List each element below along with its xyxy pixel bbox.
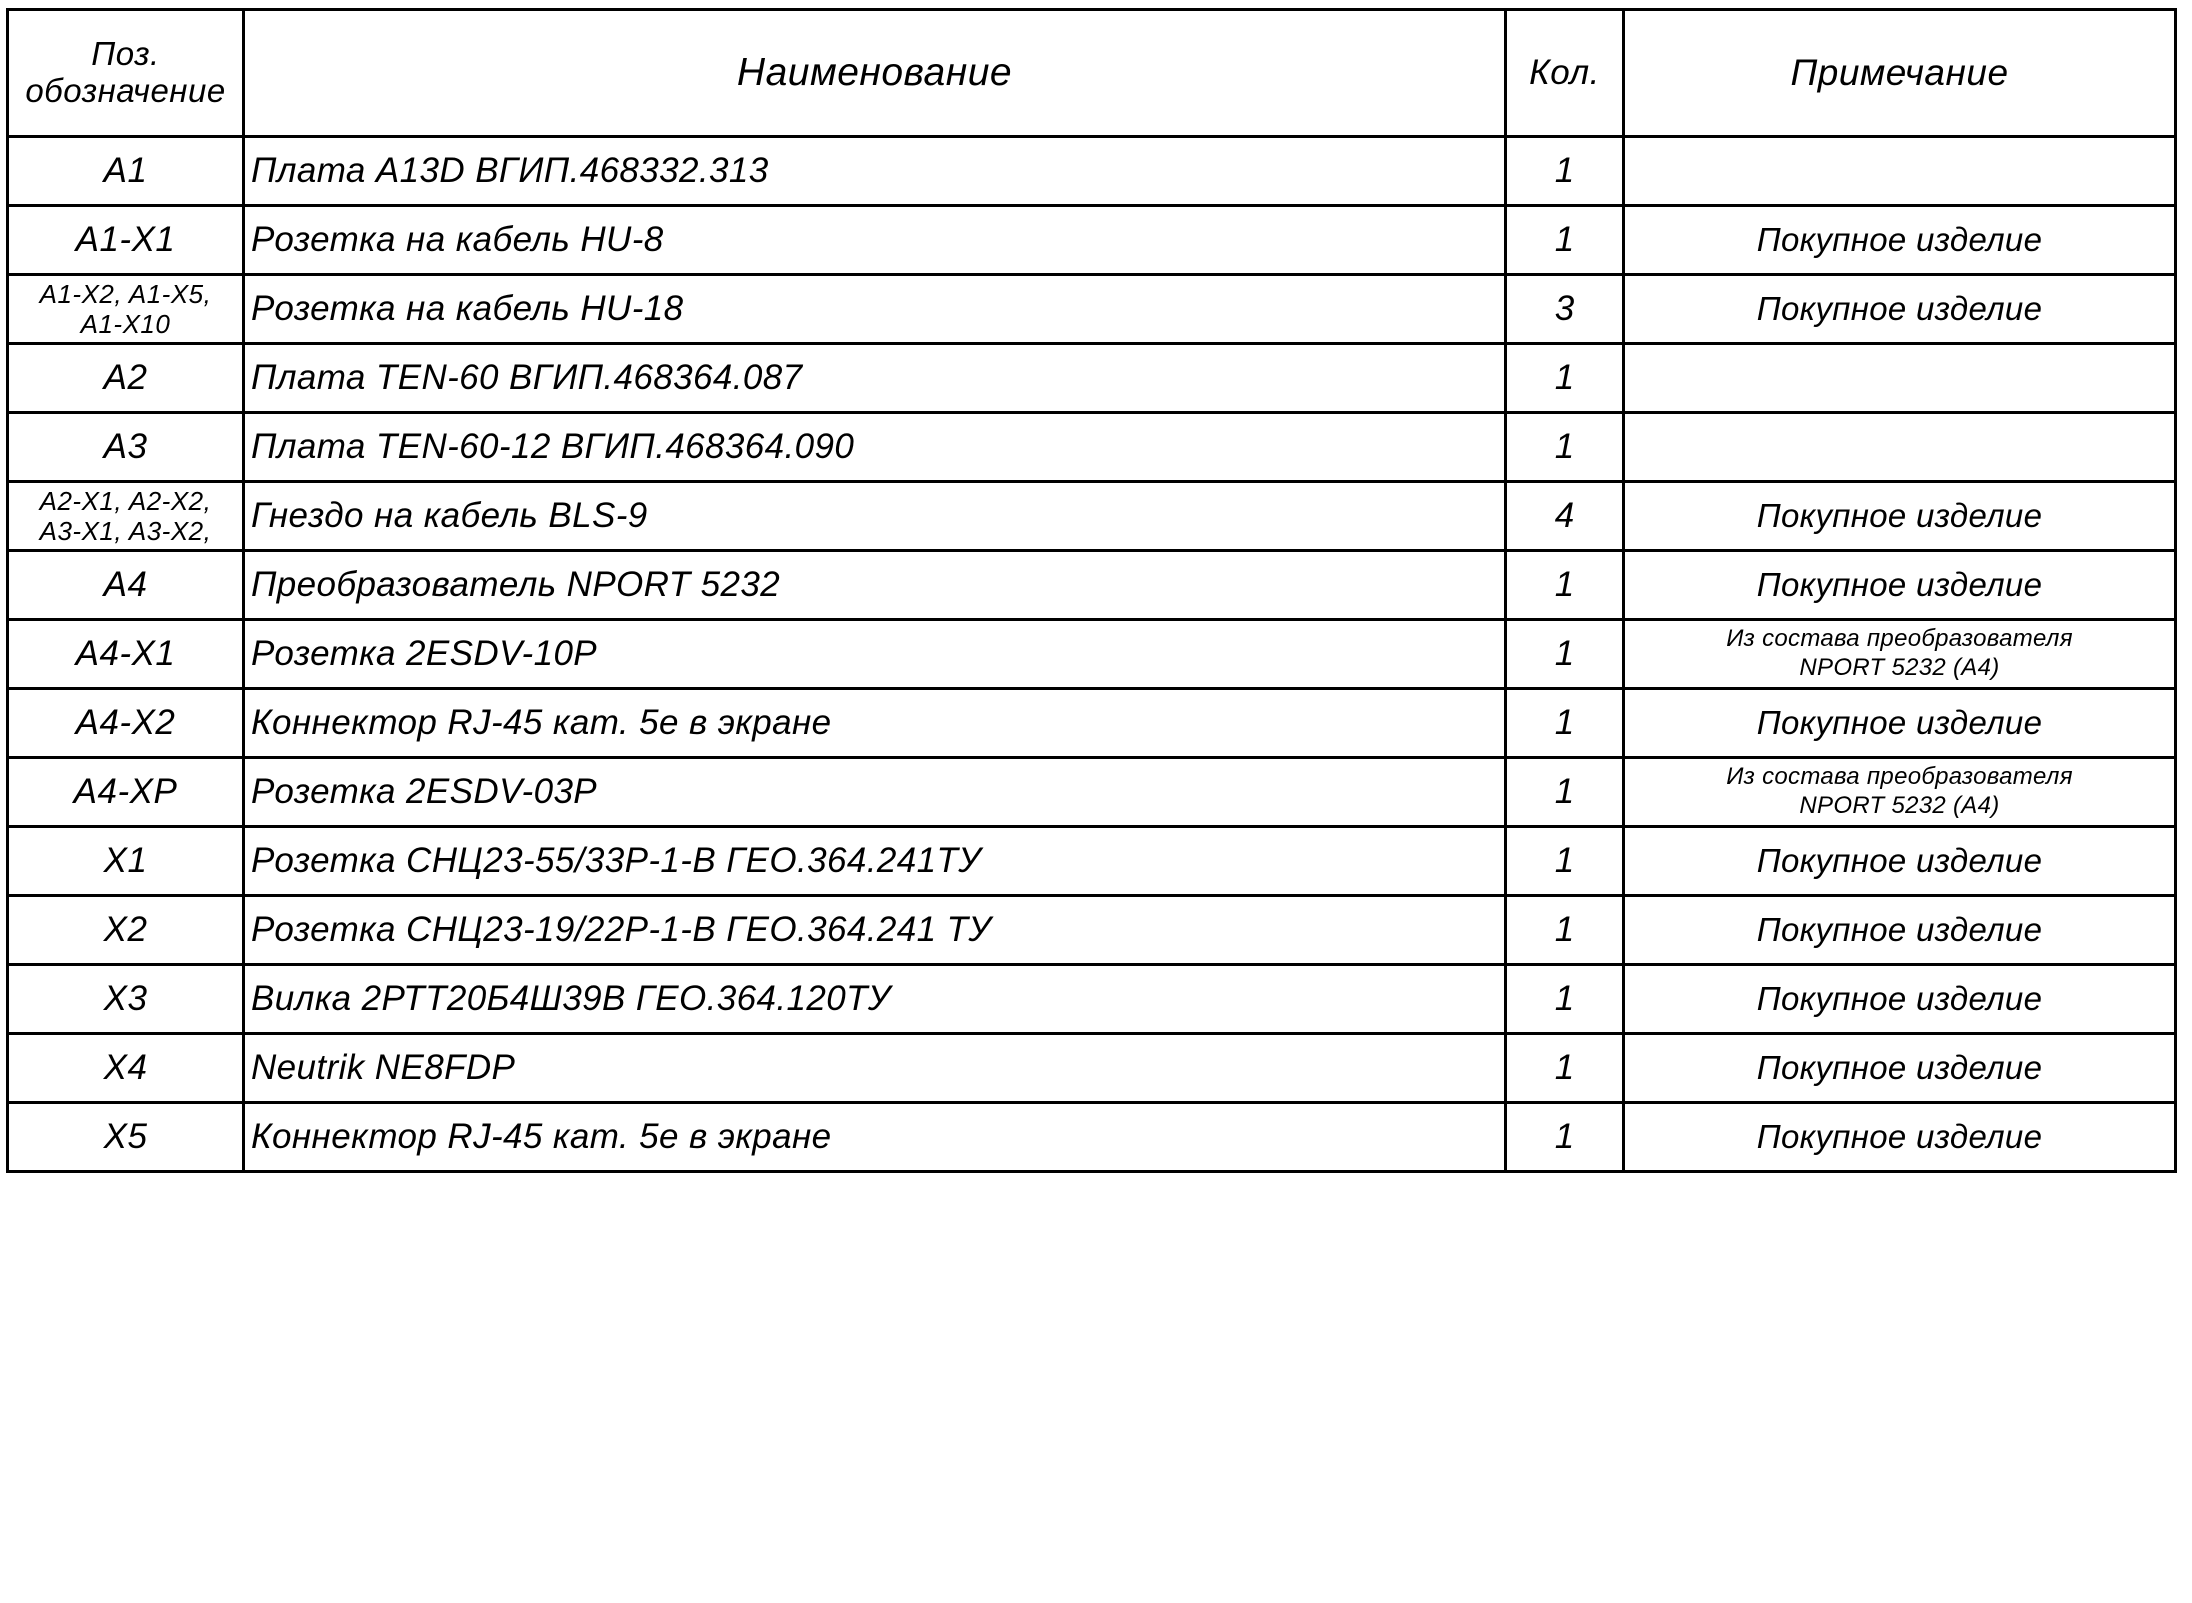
cell-name: Розетка СНЦ23-55/33Р-1-В ГЕО.364.241ТУ xyxy=(244,827,1506,896)
table-row xyxy=(8,896,2176,965)
cell-note xyxy=(1624,137,2176,206)
cell-name: Розетка 2ESDV-03P xyxy=(244,758,1506,827)
table-row xyxy=(8,344,2176,413)
cell-quantity: 1 xyxy=(1506,413,1624,482)
note-line: Покупное изделие xyxy=(1756,566,2043,603)
column-header-name: Наименование xyxy=(244,10,1506,137)
position-line: A4-XP xyxy=(73,771,178,811)
position-line: A1-X10 xyxy=(80,309,171,339)
cell-quantity: 1 xyxy=(1506,620,1624,689)
cell-position xyxy=(8,758,244,827)
table-row xyxy=(8,620,2176,689)
cell-name: Плата TEN-60 ВГИП.468364.087 xyxy=(244,344,1506,413)
note-line: NPORT 5232 (A4) xyxy=(1799,654,2000,681)
component-list-table xyxy=(6,8,2177,1173)
table-row xyxy=(8,1103,2176,1172)
cell-position xyxy=(8,344,244,413)
cell-quantity: 1 xyxy=(1506,689,1624,758)
cell-quantity: 1 xyxy=(1506,1103,1624,1172)
column-header-position xyxy=(8,10,244,137)
table-row xyxy=(8,758,2176,827)
cell-note xyxy=(1624,827,2176,896)
cell-name: Розетка на кабель HU-18 xyxy=(244,275,1506,344)
position-line: X4 xyxy=(103,1047,148,1087)
cell-quantity: 1 xyxy=(1506,965,1624,1034)
cell-quantity: 3 xyxy=(1506,275,1624,344)
table-row xyxy=(8,206,2176,275)
table-row xyxy=(8,275,2176,344)
cell-position xyxy=(8,275,244,344)
cell-name: Розетка СНЦ23-19/22Р-1-В ГЕО.364.241 ТУ xyxy=(244,896,1506,965)
note-line: Покупное изделие xyxy=(1756,1049,2043,1086)
table-row xyxy=(8,689,2176,758)
note-line: Покупное изделие xyxy=(1756,842,2043,879)
note-line: Покупное изделие xyxy=(1756,221,2043,258)
cell-name: Преобразователь NPORT 5232 xyxy=(244,551,1506,620)
column-header-quantity: Кол. xyxy=(1506,10,1624,137)
cell-quantity: 1 xyxy=(1506,551,1624,620)
cell-quantity: 1 xyxy=(1506,1034,1624,1103)
cell-note xyxy=(1624,482,2176,551)
table-row xyxy=(8,413,2176,482)
cell-name: Розетка 2ESDV-10P xyxy=(244,620,1506,689)
position-line: A2-X1, A2-X2, xyxy=(39,485,212,516)
note-line: Покупное изделие xyxy=(1756,290,2043,327)
cell-position xyxy=(8,896,244,965)
position-line: X2 xyxy=(103,909,148,949)
cell-position xyxy=(8,206,244,275)
cell-position xyxy=(8,551,244,620)
table-row xyxy=(8,551,2176,620)
cell-name: Гнездо на кабель BLS-9 xyxy=(244,482,1506,551)
note-line: Покупное изделие xyxy=(1756,1118,2043,1155)
cell-name: Neutrik NE8FDP xyxy=(244,1034,1506,1103)
note-line: Покупное изделие xyxy=(1756,497,2043,534)
cell-position xyxy=(8,827,244,896)
position-line: X3 xyxy=(103,978,148,1018)
cell-position xyxy=(8,1034,244,1103)
cell-position xyxy=(8,1103,244,1172)
cell-note xyxy=(1624,758,2176,827)
cell-position xyxy=(8,482,244,551)
column-header-position-line2: обозначение xyxy=(25,72,226,109)
position-line: A1-X1 xyxy=(75,219,176,259)
column-header-position-line1: Поз. xyxy=(91,35,160,73)
table-row xyxy=(8,965,2176,1034)
cell-note xyxy=(1624,620,2176,689)
cell-note xyxy=(1624,1034,2176,1103)
cell-note xyxy=(1624,206,2176,275)
cell-note xyxy=(1624,344,2176,413)
cell-name: Плата A13D ВГИП.468332.313 xyxy=(244,137,1506,206)
position-line: A1 xyxy=(103,150,148,190)
position-line: A2 xyxy=(103,357,148,397)
cell-quantity: 1 xyxy=(1506,206,1624,275)
table-row xyxy=(8,137,2176,206)
cell-note xyxy=(1624,689,2176,758)
cell-name: Коннектор RJ-45 кат. 5е в экране xyxy=(244,689,1506,758)
note-line: NPORT 5232 (A4) xyxy=(1799,792,2000,819)
position-line: A3 xyxy=(103,426,148,466)
cell-name: Плата TEN-60-12 ВГИП.468364.090 xyxy=(244,413,1506,482)
cell-note xyxy=(1624,275,2176,344)
cell-position xyxy=(8,620,244,689)
cell-note xyxy=(1624,551,2176,620)
cell-name: Вилка 2РТТ20Б4Ш39В ГЕО.364.120ТУ xyxy=(244,965,1506,1034)
cell-position xyxy=(8,413,244,482)
table-header xyxy=(8,10,2176,137)
cell-note xyxy=(1624,413,2176,482)
note-line: Из состава преобразователя xyxy=(1726,625,2073,653)
cell-name: Коннектор RJ-45 кат. 5е в экране xyxy=(244,1103,1506,1172)
position-line: A4-X1 xyxy=(75,633,176,673)
table-row xyxy=(8,482,2176,551)
note-line: Покупное изделие xyxy=(1756,980,2043,1017)
table-header-row xyxy=(8,10,2176,137)
position-line: X1 xyxy=(103,840,148,880)
cell-note xyxy=(1624,1103,2176,1172)
cell-quantity: 1 xyxy=(1506,758,1624,827)
position-line: A1-X2, A1-X5, xyxy=(39,278,212,309)
column-header-note: Примечание xyxy=(1624,10,2176,137)
cell-note xyxy=(1624,965,2176,1034)
position-line: A4 xyxy=(103,564,148,604)
table-row xyxy=(8,1034,2176,1103)
note-line: Покупное изделие xyxy=(1756,704,2043,741)
cell-note xyxy=(1624,896,2176,965)
table-row xyxy=(8,827,2176,896)
table-body xyxy=(8,137,2176,1172)
cell-quantity: 1 xyxy=(1506,137,1624,206)
cell-quantity: 1 xyxy=(1506,896,1624,965)
cell-position xyxy=(8,965,244,1034)
cell-name: Розетка на кабель HU-8 xyxy=(244,206,1506,275)
cell-quantity: 4 xyxy=(1506,482,1624,551)
position-line: A3-X1, A3-X2, xyxy=(39,516,212,546)
cell-position xyxy=(8,137,244,206)
cell-quantity: 1 xyxy=(1506,344,1624,413)
note-line: Покупное изделие xyxy=(1756,911,2043,948)
cell-position xyxy=(8,689,244,758)
cell-quantity: 1 xyxy=(1506,827,1624,896)
note-line: Из состава преобразователя xyxy=(1726,763,2073,791)
position-line: A4-X2 xyxy=(75,702,176,742)
position-line: X5 xyxy=(103,1116,148,1156)
